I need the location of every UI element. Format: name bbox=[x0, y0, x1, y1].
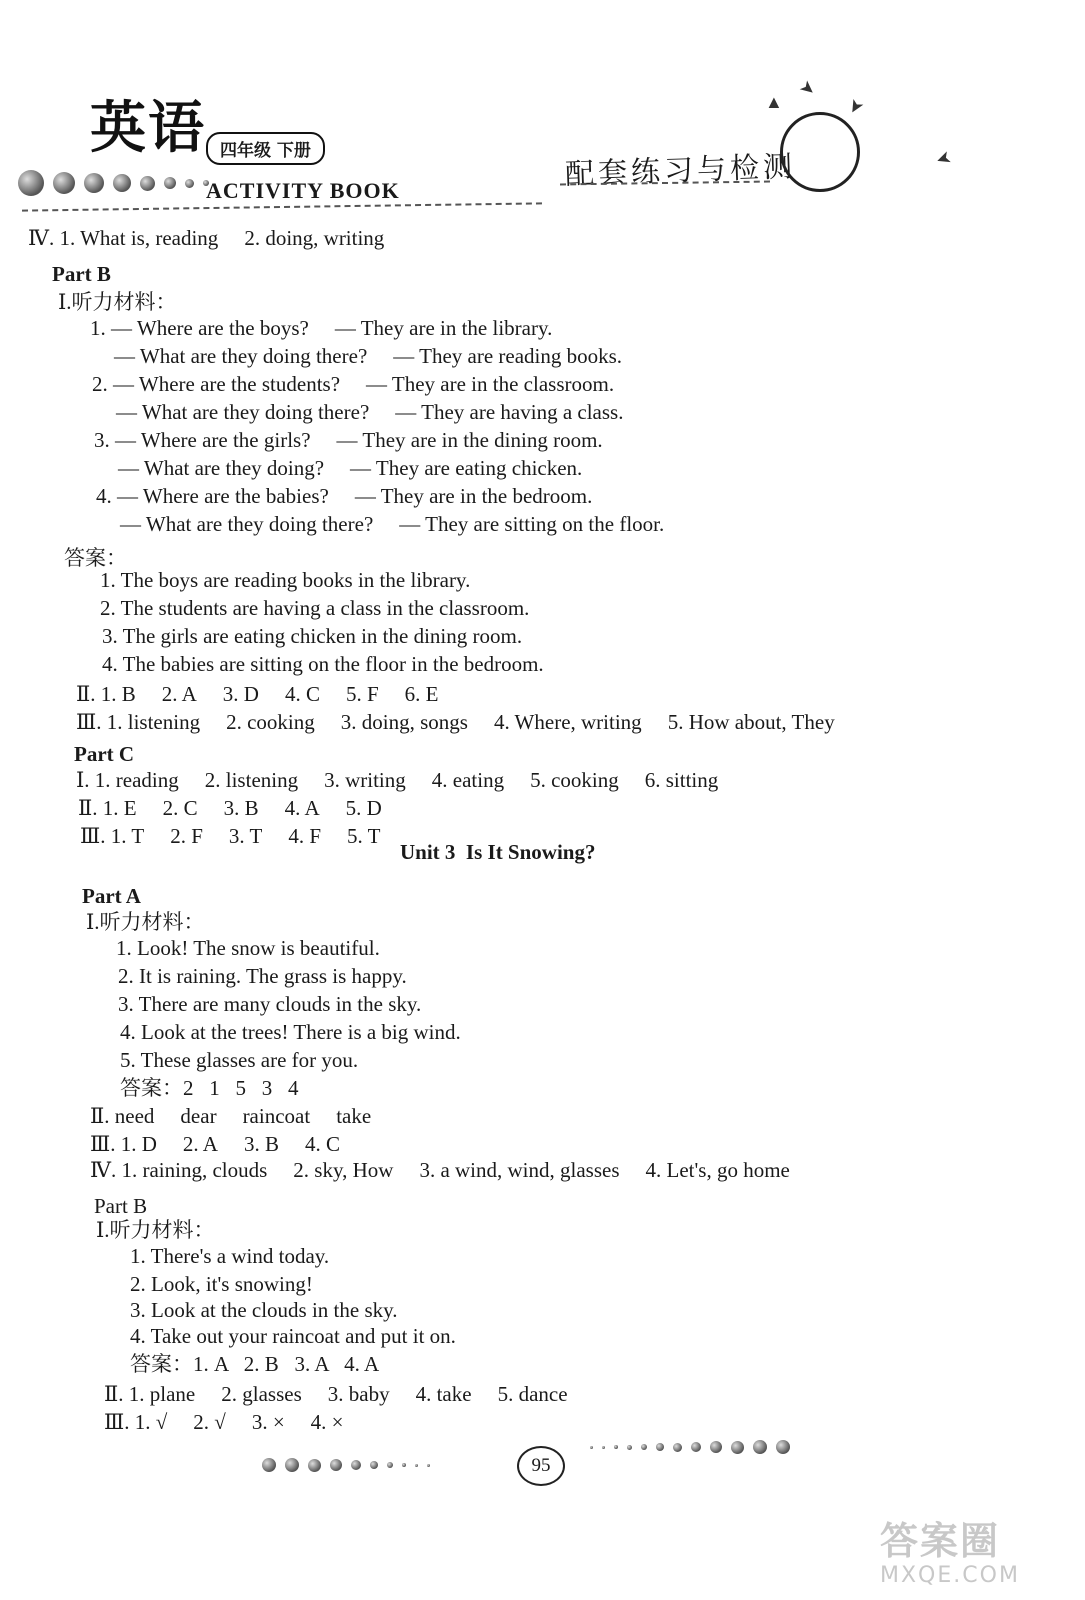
answer-segment: 3. doing, songs bbox=[340, 710, 468, 734]
answer-line bbox=[78, 798, 408, 819]
dialogue-line bbox=[114, 346, 648, 367]
dialogue-line bbox=[94, 430, 629, 451]
answer-segment: 1. — Where are the boys? bbox=[90, 316, 309, 340]
decorative-dot-icon bbox=[731, 1441, 744, 1454]
answer-segment: 4. C bbox=[304, 1132, 340, 1156]
subject-title: 英语 bbox=[90, 95, 206, 161]
paper-plane-icon: ➤ bbox=[843, 95, 869, 119]
answer-segment: Ⅳ. 1. raining, clouds bbox=[90, 1158, 268, 1182]
answer-segment: 4. Where, writing bbox=[493, 710, 642, 734]
footer-dots-right bbox=[590, 1440, 799, 1454]
answer-segment: 2. A bbox=[182, 1132, 218, 1156]
activity-book-label: ACTIVITY BOOK bbox=[206, 178, 400, 203]
decorative-dot-icon bbox=[285, 1458, 299, 1472]
answer-line bbox=[90, 1106, 397, 1127]
answer-segment: Ⅲ. 1. √ bbox=[104, 1410, 168, 1434]
answer-segment: raincoat bbox=[242, 1104, 311, 1128]
decorative-dot-icon bbox=[402, 1463, 406, 1467]
answer-segment: 2. √ bbox=[193, 1410, 226, 1434]
watermark-url: MXQE.COM bbox=[880, 1563, 1020, 1588]
dialogue-line bbox=[96, 486, 618, 507]
answer-segment: 5. dance bbox=[497, 1382, 568, 1406]
answer-segment: — They are in the dining room. bbox=[336, 428, 603, 452]
answer-segment: 2. C bbox=[162, 796, 198, 820]
decorative-dot-icon bbox=[691, 1442, 701, 1452]
decorative-dot-icon bbox=[370, 1461, 378, 1469]
answer-segment: 2. listening bbox=[204, 768, 299, 792]
answer-segment: — They are having a class. bbox=[395, 400, 624, 424]
answer-segment: Ⅰ. 1. reading bbox=[76, 768, 179, 792]
paper-plane-icon: ➤ bbox=[933, 146, 955, 171]
answer-segment: 3. T bbox=[228, 824, 263, 848]
listening-sentence: 5. These glasses are for you. bbox=[120, 1048, 359, 1072]
section-heading: Part A bbox=[82, 884, 141, 908]
dialogue-line bbox=[118, 458, 608, 479]
answer-segment: 3. writing bbox=[324, 768, 406, 792]
decorative-dot-icon bbox=[656, 1443, 664, 1451]
answer-segment: Ⅱ. 1. B bbox=[76, 682, 136, 706]
answer-segment: — They are in the library. bbox=[334, 316, 553, 340]
decorative-dot-icon bbox=[262, 1458, 276, 1472]
page-number: 95 bbox=[517, 1446, 565, 1486]
paper-plane-icon: ➤ bbox=[795, 75, 821, 101]
section-heading: Part B bbox=[52, 262, 111, 286]
answer-segment: 2. A bbox=[161, 682, 197, 706]
answer-segment: 4. × bbox=[310, 1410, 344, 1434]
answer-segment: — They are eating chicken. bbox=[350, 456, 583, 480]
decorative-dot-icon bbox=[673, 1443, 682, 1452]
answer-segment: 3. — Where are the girls? bbox=[94, 428, 311, 452]
answer-segment: 6. E bbox=[404, 682, 439, 706]
listening-sentence: 2. Look, it's snowing! bbox=[130, 1272, 313, 1296]
decorative-dot-icon bbox=[627, 1445, 632, 1450]
answer-segment: 4. — Where are the babies? bbox=[96, 484, 329, 508]
answer-line bbox=[90, 1160, 816, 1181]
answer-line bbox=[76, 712, 861, 733]
answer-segment: — What are they doing there? bbox=[116, 400, 370, 424]
answer-segment: 5. T bbox=[347, 824, 381, 848]
grade-badge: 四年级 下册 bbox=[206, 132, 325, 165]
answer-segment: 5. F bbox=[345, 682, 379, 706]
answer-segment: — They are in the classroom. bbox=[366, 372, 615, 396]
listening-sentence: 4. Take out your raincoat and put it on. bbox=[130, 1324, 456, 1348]
dialogue-line bbox=[120, 514, 690, 535]
decorative-dot-icon bbox=[753, 1440, 767, 1454]
decorative-dot-icon bbox=[776, 1440, 790, 1454]
answer-key: 答案：2 1 5 3 4 bbox=[120, 1076, 299, 1100]
answer-segment: Ⅲ. 1. T bbox=[80, 824, 145, 848]
answer-segment: — They are sitting on the floor. bbox=[399, 512, 665, 536]
answer-segment: 4. Let's, go home bbox=[645, 1158, 790, 1182]
decorative-dot-icon bbox=[710, 1441, 722, 1453]
decorative-dot-icon bbox=[590, 1446, 593, 1449]
dialogue-line bbox=[90, 318, 578, 339]
answer-segment: — What are they doing there? bbox=[120, 512, 374, 536]
listening-sentence: 4. Look at the trees! There is a big wind. bbox=[120, 1020, 461, 1044]
decorative-dot-icon bbox=[330, 1459, 342, 1471]
answer-segment: 5. How about, They bbox=[667, 710, 835, 734]
decorative-dot-icon bbox=[351, 1460, 361, 1470]
answer-segment: 3. D bbox=[222, 682, 259, 706]
decorative-dot-icon bbox=[427, 1464, 430, 1467]
subsection-heading: Ⅰ.听力材料： bbox=[96, 1218, 215, 1242]
footer-dots-left bbox=[262, 1458, 439, 1472]
answer-key: 答案：1. A 2. B 3. A 4. A bbox=[130, 1352, 380, 1376]
listening-sentence: 3. There are many clouds in the sky. bbox=[118, 992, 422, 1016]
answer-segment: — They are reading books. bbox=[393, 344, 623, 368]
answer-segment: 5. cooking bbox=[530, 768, 619, 792]
answer-segment: 4. F bbox=[288, 824, 322, 848]
answer-line bbox=[76, 684, 465, 705]
section-heading: Part C bbox=[74, 742, 135, 766]
answer-line bbox=[104, 1412, 370, 1433]
dialogue-line bbox=[116, 402, 649, 423]
answer-sentence: 1. The boys are reading books in the library. bbox=[100, 568, 471, 592]
subsection-heading: Ⅰ.听力材料： bbox=[58, 290, 177, 314]
listening-sentence: 2. It is raining. The grass is happy. bbox=[118, 964, 407, 988]
answer-segment: 4. eating bbox=[431, 768, 505, 792]
decorative-dot-icon bbox=[415, 1464, 418, 1467]
answer-sentence: 2. The students are having a class in the classroom. bbox=[100, 596, 530, 620]
answer-line bbox=[104, 1384, 594, 1405]
answer-segment: Ⅳ. 1. What is, reading bbox=[28, 226, 219, 250]
decorative-dot-icon bbox=[614, 1445, 618, 1449]
answer-line bbox=[90, 1134, 366, 1155]
answer-line bbox=[80, 826, 406, 847]
decorative-dot-icon bbox=[308, 1459, 321, 1472]
subsection-heading: Ⅰ.听力材料： bbox=[86, 910, 205, 934]
answer-segment: dear bbox=[180, 1104, 217, 1128]
listening-sentence: 1. Look! The snow is beautiful. bbox=[116, 936, 380, 960]
answer-segment: 4. C bbox=[284, 682, 320, 706]
listening-sentence: 3. Look at the clouds in the sky. bbox=[130, 1298, 398, 1322]
answer-segment: 3. baby bbox=[327, 1382, 390, 1406]
decorative-dot-icon bbox=[387, 1462, 393, 1468]
site-watermark bbox=[880, 1510, 1070, 1590]
answer-segment: — They are in the bedroom. bbox=[354, 484, 593, 508]
decorative-dot-icon bbox=[641, 1444, 647, 1450]
answer-segment: Ⅱ. 1. E bbox=[78, 796, 137, 820]
listening-sentence: 1. There's a wind today. bbox=[130, 1244, 330, 1268]
answer-segment: 4. A bbox=[284, 796, 320, 820]
answer-segment: 2. sky, How bbox=[293, 1158, 394, 1182]
answer-segment: 2. — Where are the students? bbox=[92, 372, 341, 396]
answer-segment: Ⅱ. 1. plane bbox=[104, 1382, 196, 1406]
answer-segment: 2. F bbox=[170, 824, 203, 848]
answer-segment: Ⅲ. 1. D bbox=[90, 1132, 157, 1156]
answer-segment: 4. take bbox=[415, 1382, 472, 1406]
unit-title: Unit 3 Is It Snowing? bbox=[400, 840, 596, 864]
answer-sentence: 4. The babies are sitting on the floor in the bedroom. bbox=[102, 652, 544, 676]
answer-sentence: 3. The girls are eating chicken in the dining room. bbox=[102, 624, 523, 648]
paper-plane-icon: ▲ bbox=[765, 92, 783, 112]
answer-segment: 2. cooking bbox=[226, 710, 315, 734]
watermark-logo-text: 答案圈 bbox=[880, 1519, 1001, 1563]
answer-segment: 3. B bbox=[243, 1132, 279, 1156]
answer-segment: 3. a wind, wind, glasses bbox=[419, 1158, 620, 1182]
answer-line bbox=[28, 228, 410, 249]
answer-segment: take bbox=[336, 1104, 372, 1128]
answer-segment: Ⅲ. 1. listening bbox=[76, 710, 201, 734]
dialogue-line bbox=[92, 374, 640, 395]
decorative-dot-icon bbox=[602, 1446, 605, 1449]
answer-segment: Ⅱ. need bbox=[90, 1104, 155, 1128]
answer-segment: — What are they doing there? bbox=[114, 344, 368, 368]
answer-segment: 2. doing, writing bbox=[244, 226, 385, 250]
answer-segment: 3. × bbox=[251, 1410, 285, 1434]
answer-segment: — What are they doing? bbox=[118, 456, 325, 480]
answer-segment: 2. glasses bbox=[221, 1382, 302, 1406]
section-heading: Part B bbox=[94, 1194, 148, 1218]
answer-label: 答案： bbox=[64, 546, 127, 570]
answer-segment: 6. sitting bbox=[644, 768, 719, 792]
answer-segment: 5. D bbox=[345, 796, 382, 820]
answer-segment: 3. B bbox=[223, 796, 259, 820]
answer-line bbox=[76, 770, 744, 791]
series-title: 配套练习与检测 bbox=[564, 148, 797, 192]
